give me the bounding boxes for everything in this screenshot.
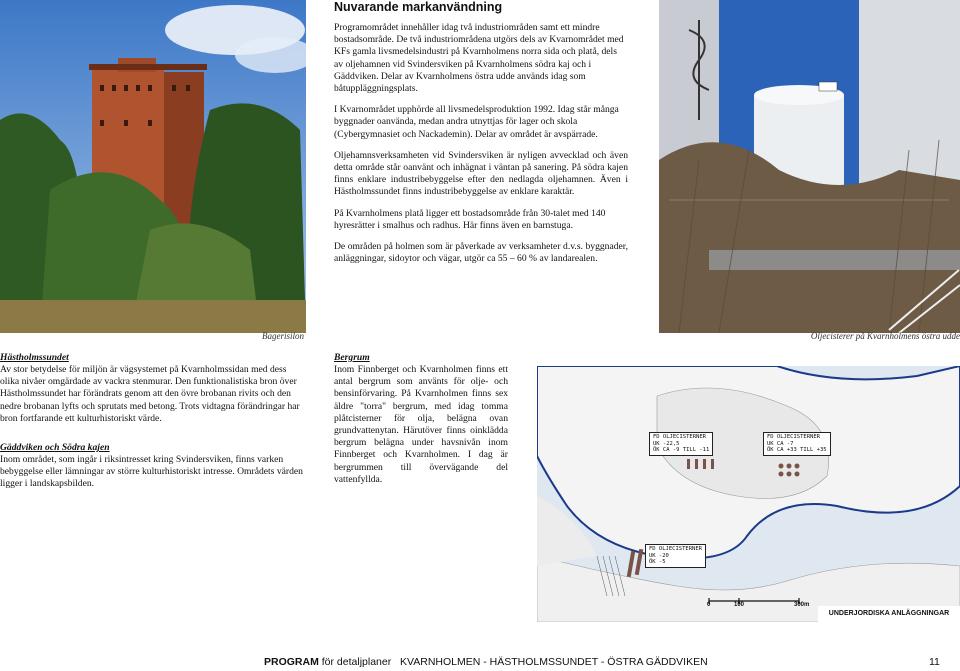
land-use-paragraph: Programområdet innehåller idag två industriområden samt ett mindre bostadsområde. De två industriområdena utgörs dels av Kvarnområdet med KFs gamla livsmedelsindustri på Kvarnholmens norra sida och platå, dels av oljehamnen vid Svindersviken på Kvarnholmens södra kaj och i Gäddviken. Delar av Kvarnholmens östra udde används idag som båtuppläggningsplats. xyxy=(334,22,624,95)
map-label-tanks-west: FD OLJECISTERNER UK -22,5 ÖK CA -9 TILL -11 xyxy=(649,432,713,456)
bergrum-section xyxy=(334,352,508,495)
land-use-paragraph: I Kvarnområdet upphörde all livsmedelsproduktion 1992. Idag står många byggnader oanvända, medan andra utnyttjas för lager och skola (Cybergymnasiet och Nackademin). Delar av området är avspärrade. xyxy=(334,104,619,140)
scale-100: 100 xyxy=(734,602,745,608)
bergrum-text: Inom Finnberget och Kvarnholmen finns ett antal bergrum som använts för olje- och bensinförvaring. På Kvarnholmen finns sex äldre "torra" bergrum, med idag tomma plåtcisterner för olja, belägna ovan grundvattenytan. Härutöver finns oinklädda bergrum belägna under havsnivån inom Finnberget och Kvarnholmen. I dag är bergrummen till övervägande del vattenfyllda. xyxy=(334,364,508,485)
underground-facilities-map xyxy=(537,366,960,622)
oil-tank-photo-caption: Oljecisterer på Kvarnholmens östra udde xyxy=(810,331,960,341)
land-use-paragraph: De områden på holmen som är påverkade av verksamheter d.v.s. byggnader, anläggningar, sidoytor och vägar, utgör ca 55 – 60 % av landarealen. xyxy=(334,241,628,265)
gaddviken-title: Gäddviken och Södra kajen xyxy=(0,442,110,454)
scale-0: 0 xyxy=(707,602,711,608)
page-number: 11 xyxy=(929,656,940,668)
hastholmssundet-text: Av stor betydelse för miljön är vägsystemet på Kvarnholmssidan med dess olika nivåer omgärdade av vackra stenmurar. Den funktionalistiska bron över Hästholmssundet har förändrats genom att den övre brobanan rivits och den nedre brobanan lyfts och sprutats med betong. Trots vidtagna förändringar har bron fortfarande ett kulturhistoriskt värde. xyxy=(0,364,300,424)
footer-program: PROGRAM xyxy=(264,656,319,668)
land-use-text-column xyxy=(334,22,628,274)
footer-subtitle: för detaljplaner xyxy=(321,656,392,668)
silo-photo xyxy=(0,0,306,333)
page-heading: Nuvarande markanvändning xyxy=(334,0,503,14)
silo-photo-caption: Bagerisilon xyxy=(262,331,304,341)
page-footer xyxy=(264,656,708,668)
hastholmssundet-section xyxy=(0,352,306,500)
map-legend: UNDERJORDISKA ANLÄGGNINGAR xyxy=(818,606,960,622)
map-label-tanks-south: FD OLJECISTERNER UK -20 ÖK -5 xyxy=(645,544,706,568)
land-use-paragraph: På Kvarnholmens platå ligger ett bostadsområde från 30-talet med 140 hyresrätter i smalhus och radhus. Här finns även en barnstuga. xyxy=(334,207,606,231)
hastholmssundet-title: Hästholmssundet xyxy=(0,352,69,363)
oil-tank-photo xyxy=(659,0,960,333)
gaddviken-text: Inom området, som ingår i riksintresset kring Svindersviken, finns varken bebyggelse eller lämningar av större kulturhistoriskt intresse. Områdets värden ligger i landskapsbilden. xyxy=(0,454,303,490)
land-use-paragraph: Oljehamnsverksamheten vid Svindersviken är nyligen avvecklad och även detta område står oanvänt och inhägnat i väntan på sanering. På södra kajen finns enklare industribebyggelse efter den nedlagda oljehamnen. Även i Hästholmssundet finns industribebyggelse av enklare karaktär. xyxy=(334,149,628,198)
footer-places: KVARNHOLMEN - HÄSTHOLMSSUNDET - ÖSTRA GÄDDVIKEN xyxy=(400,656,708,668)
map-label-tanks-east: FD OLJECISTERNER UK CA -7 ÖK CA +33 TILL +35 xyxy=(763,432,831,456)
scale-300: 300m xyxy=(794,602,810,608)
bergrum-title: Bergrum xyxy=(334,352,370,363)
